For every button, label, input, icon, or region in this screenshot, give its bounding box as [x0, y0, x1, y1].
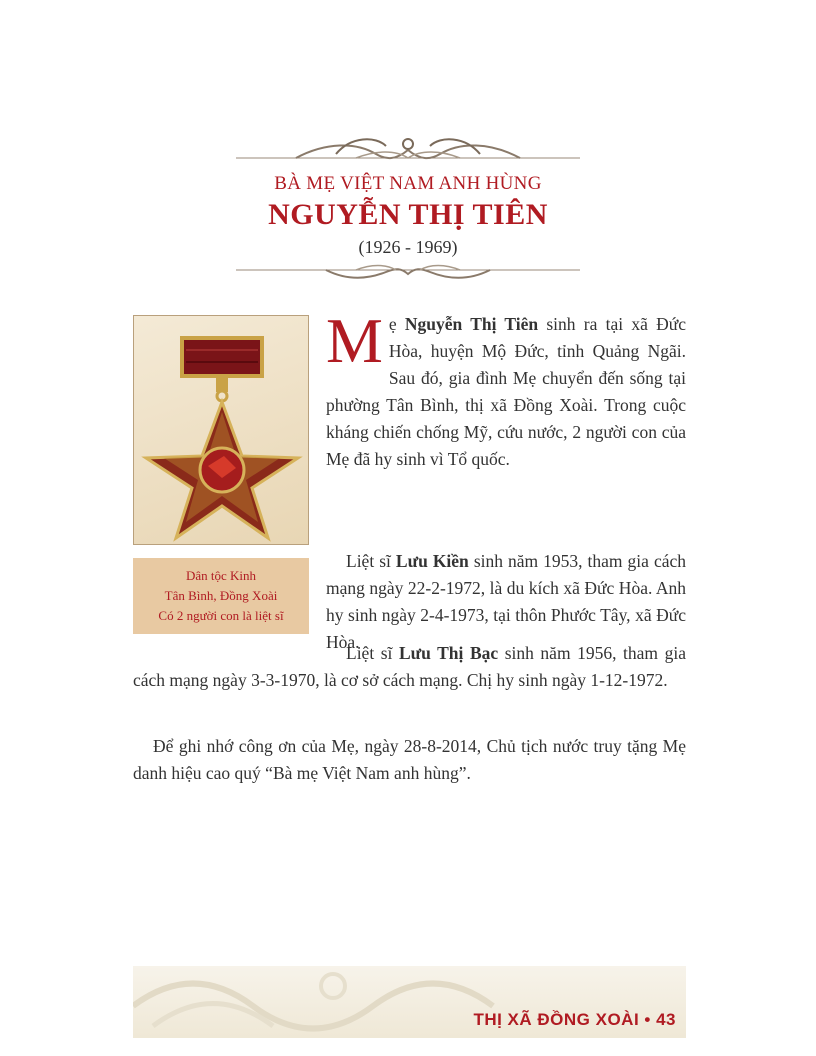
martyr-2-name: Lưu Thị Bạc: [398, 643, 499, 663]
bottom-ornament-icon: [236, 262, 580, 282]
martyr-2-prefix: Liệt sĩ: [346, 643, 399, 663]
paragraph-honor: Để ghi nhớ công ơn của Mẹ, ngày 28-8-2014, Chủ tịch nước truy tặng Mẹ danh hiệu cao quý “Bà mẹ Việt Nam anh hùng”.: [133, 736, 686, 783]
hero-star-medal-icon: [134, 316, 309, 545]
martyr-2-text: sinh năm 1956, tham gia cách mạng ngày 3-3-1970, là cơ sở cách mạng. Chị hy sinh ngày 1-12-1972.: [133, 643, 686, 690]
page-subtitle: BÀ MẸ VIỆT NAM ANH HÙNG: [274, 173, 542, 194]
title-block: [236, 132, 580, 282]
life-years: (1926 - 1969): [358, 237, 458, 257]
martyr-1-name: Lưu Kiền: [395, 551, 469, 571]
footer-band: [133, 966, 686, 1038]
mother-name: Nguyễn Thị Tiên: [404, 314, 539, 334]
top-ornament-icon: [236, 132, 580, 166]
photo-caption: [133, 558, 309, 634]
page-footer: THỊ XÃ ĐỒNG XOÀI • 43: [473, 1010, 676, 1029]
caption-line: Tân Bình, Đồng Xoài: [164, 588, 278, 603]
caption-line: Dân tộc Kinh: [185, 568, 257, 583]
martyr-1-text: sinh năm 1953, tham gia cách mạng ngày 22-2-1972, là du kích xã Đức Hòa. Anh hy sinh ngày 2-4-1973, tại thôn Phước Tây, xã Đức Hòa.: [326, 551, 686, 652]
martyr-1-prefix: Liệt sĩ: [346, 551, 396, 571]
caption-line: Có 2 người con là liệt sĩ: [158, 608, 284, 623]
intro-after-cap: ẹ: [388, 314, 405, 334]
drop-cap: M: [326, 305, 383, 376]
paragraph-martyr-2: [133, 640, 686, 694]
paragraph-intro: [326, 305, 686, 473]
medal-photo: [133, 315, 309, 545]
intro-text: sinh ra tại xã Đức Hòa, huyện Mộ Đức, tỉnh Quảng Ngãi. Sau đó, gia đình Mẹ chuyển đến sống tại phường Tân Bình, thị xã Đồng Xoài. Trong cuộc kháng chiến chống Mỹ, cứu nước, 2 người con của Mẹ đã hy sinh vì Tổ quốc.: [326, 314, 686, 469]
page-title: NGUYỄN THỊ TIÊN: [268, 198, 548, 231]
